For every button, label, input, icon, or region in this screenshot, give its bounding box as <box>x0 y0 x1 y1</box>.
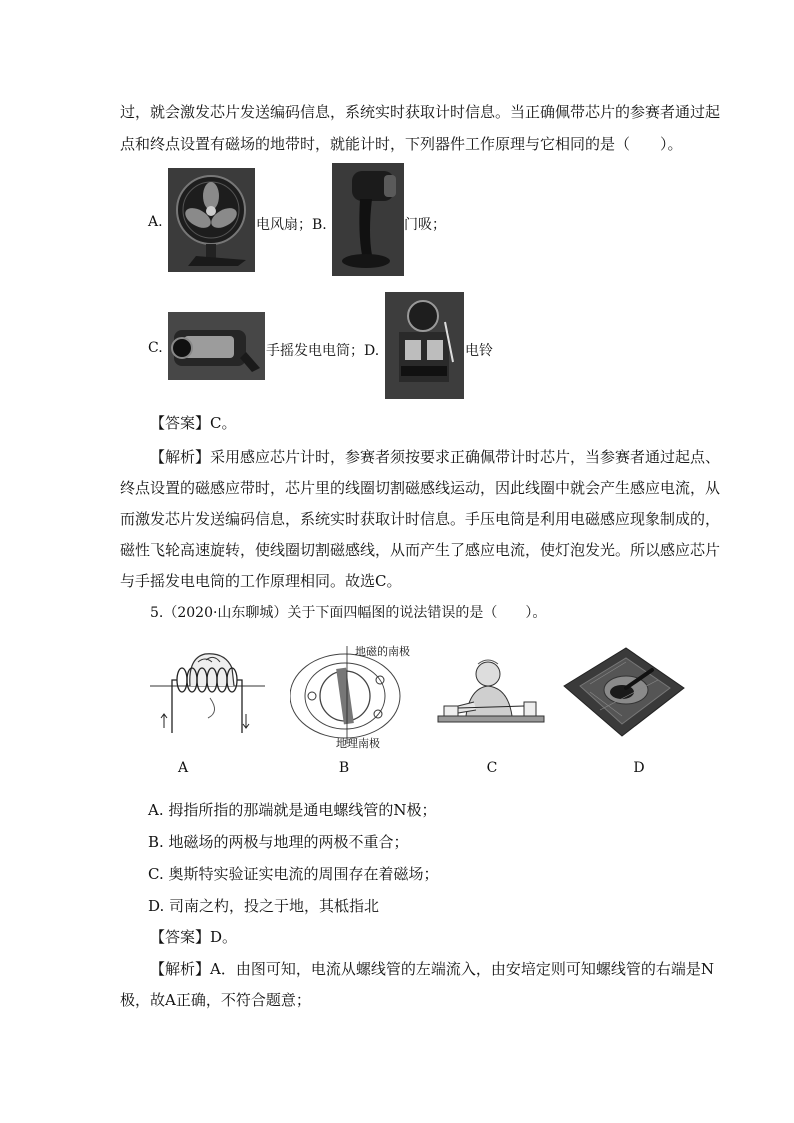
q5-option-d: D. 司南之杓，投之于地，其柢指北 <box>148 897 380 915</box>
figure-d-label: D <box>633 760 645 776</box>
figure-b-label: B <box>338 760 350 776</box>
figure-b-top-label: 地磁的南极 <box>355 645 410 658</box>
figure-c-label: C <box>486 760 498 776</box>
figure-d-sinan-compass <box>560 640 688 742</box>
q5-analysis-line2: 极，故A正确，不符合题意； <box>120 991 311 1009</box>
q4-analysis-line5: 与手摇发电电筒的工作原理相同。故选C。 <box>120 572 402 590</box>
q5-option-b: B. 地磁场的两极与地理的两极不重合； <box>148 833 409 851</box>
q5-option-a: A. 拇指所指的那端就是通电螺线管的N极； <box>148 801 437 819</box>
q4-analysis-line1: 【解析】采用感应芯片计时，参赛者须按要求正确佩带计时芯片，当参赛者通过起点、 <box>150 448 721 466</box>
door-stop-photo <box>332 163 404 276</box>
q4-option-c-text: 手摇发电电筒；D. <box>266 343 380 359</box>
figure-a-solenoid <box>150 648 265 743</box>
q4-option-a-letter: A. <box>148 214 163 230</box>
figure-a-label: A <box>177 760 189 776</box>
q4-option-d-text: 电铃 <box>465 343 493 359</box>
q5-stem: 5.（2020·山东聊城）关于下面四幅图的说法错误的是（ ）。 <box>150 605 547 621</box>
q4-analysis-line2: 终点设置的磁感应带时，芯片里的线圈切割磁感线运动，因此线圈中就会产生感应电流，从 <box>120 479 721 497</box>
q4-stem-line2: 点和终点设置有磁场的地带时，就能计时，下列器件工作原理与它相同的是（ ）。 <box>120 135 683 153</box>
q4-analysis-line4: 磁性飞轮高速旋转，使线圈切割磁感线，从而产生了感应电流，使灯泡发光。所以感应芯片 <box>120 541 721 559</box>
q5-answer: 【答案】D。 <box>150 928 238 946</box>
q4-option-c-letter: C. <box>148 340 163 356</box>
q5-option-c: C. 奥斯特实验证实电流的周围存在着磁场； <box>148 865 439 883</box>
q4-option-b-text: 门吸； <box>404 217 446 233</box>
figure-b-bottom-label: 地理南极 <box>336 737 380 750</box>
q4-stem-line1: 过，就会激发芯片发送编码信息，系统实时获取计时信息。当正确佩带芯片的参赛者通过起 <box>120 103 721 121</box>
q5-analysis-line1: 【解析】A．由图可知，电流从螺线管的左端流入，由安培定则可知螺线管的右端是N <box>150 960 714 978</box>
electric-fan-photo <box>168 168 255 272</box>
q4-analysis-line3: 而激发芯片发送编码信息，系统实时获取计时信息。手压电筒是利用电磁感应现象制成的， <box>120 510 721 528</box>
q4-answer: 【答案】C。 <box>150 414 237 432</box>
electric-bell-photo <box>385 292 464 399</box>
q4-option-a-text: 电风扇；B. <box>256 217 327 233</box>
figure-c-oersted-experiment <box>436 656 546 736</box>
hand-crank-flashlight-photo <box>168 312 265 380</box>
